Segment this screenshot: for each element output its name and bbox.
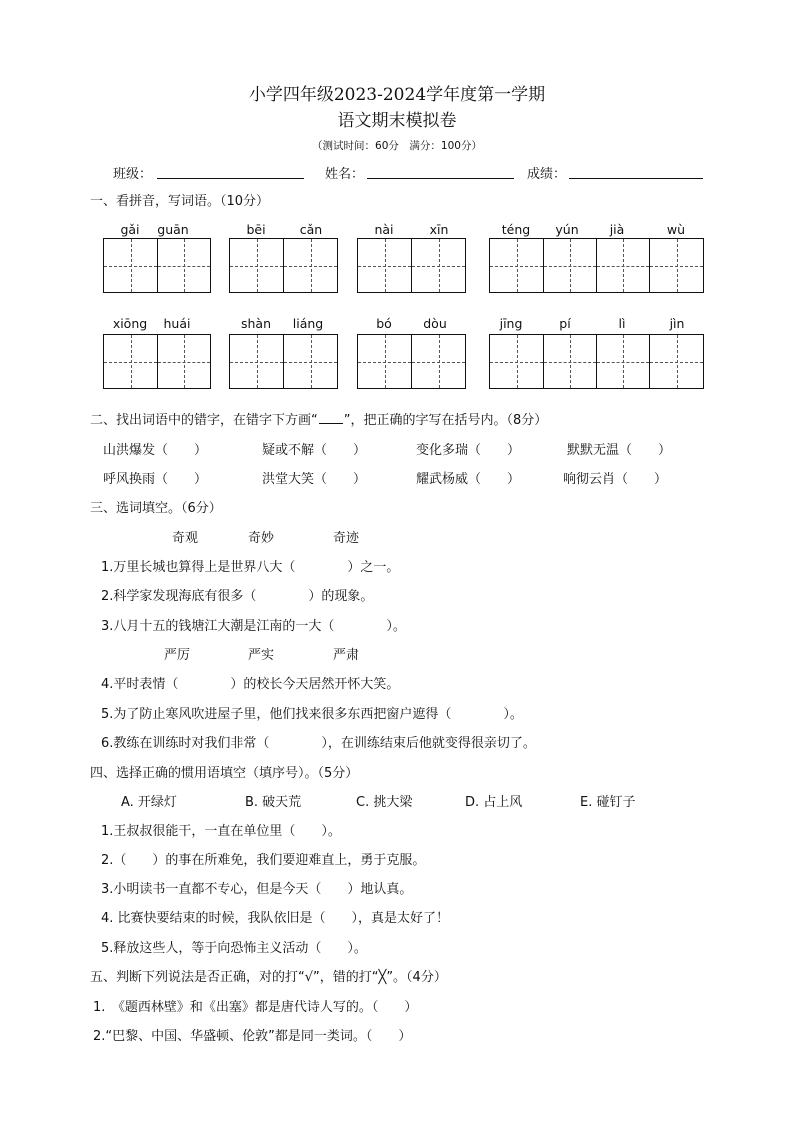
question: 2.“巴黎、中国、华盛顿、伦敦”都是同一类词。（ ） (93, 1029, 412, 1044)
word-option: 严实 (248, 648, 275, 663)
error-item: 疑或不解（ ） (262, 443, 367, 458)
error-item: 耀武杨威（ ） (416, 472, 521, 487)
question: 3.小明读书一直都不专心，但是今天（ ）地认真。 (101, 882, 413, 897)
writing-grid[interactable] (357, 238, 466, 293)
error-item: 洪堂大笑（ ） (262, 472, 367, 487)
pinyin: jìn (669, 316, 685, 331)
pinyin: yún (555, 222, 579, 237)
word-option: 严厉 (164, 648, 191, 663)
pinyin: guān (157, 222, 189, 237)
question: 5.释放这些人，等于向恐怖主义活动（ ）。 (101, 941, 367, 956)
error-item: 呼风换雨（ ） (103, 472, 208, 487)
page-title: 小学四年级2023-2024学年度第一学期 (248, 85, 546, 105)
name-label: 姓名： (325, 167, 365, 182)
underline-mark (319, 413, 343, 424)
question: 4.平时表情（ ）的校长今天居然开怀大笑。 (101, 677, 400, 692)
question: 5.为了防止寒风吹进屋子里，他们找来很多东西把窗户遮得（ ）。 (101, 707, 523, 722)
word-option: 严肃 (333, 648, 360, 663)
question: 1.万里长城也算得上是世界八大（ ）之一。 (101, 560, 400, 575)
error-item: 山洪爆发（ ） (103, 443, 208, 458)
class-label: 班级： (113, 167, 153, 182)
writing-grid[interactable] (229, 334, 338, 389)
idiom-option: C. 挑大梁 (356, 795, 413, 810)
pinyin: jià (609, 222, 625, 237)
writing-grid[interactable] (229, 238, 338, 293)
error-item: 默默无温（ ） (567, 443, 672, 458)
idiom-option: D. 占上风 (465, 795, 523, 810)
word-option: 奇迹 (333, 531, 360, 546)
question: 2.科学家发现海底有很多（ ）的现象。 (101, 589, 374, 604)
pinyin: xiōng (112, 316, 148, 331)
score-label: 成绩： (527, 167, 567, 182)
word-option: 奇观 (172, 531, 199, 546)
pinyin: cǎn (299, 222, 323, 237)
pinyin: lì (618, 316, 626, 331)
question: 6.教练在训练时对我们非常（ ），在训练结束后他就变得很亲切了。 (101, 736, 536, 751)
writing-grid[interactable] (103, 238, 211, 293)
section4-heading: 四、选择正确的惯用语填空（填序号）。（5分） (90, 766, 359, 781)
pinyin: pí (559, 316, 571, 331)
page-subtitle: 语文期末模拟卷 (337, 111, 457, 131)
pinyin: dòu (423, 316, 447, 331)
pinyin: bó (376, 316, 392, 331)
pinyin: shàn (240, 316, 272, 331)
idiom-option: B. 破天荒 (245, 795, 302, 810)
pinyin: jīng (499, 316, 523, 331)
pinyin: nài (374, 222, 394, 237)
name-field[interactable] (367, 178, 514, 179)
pinyin: wù (666, 222, 686, 237)
writing-grid[interactable] (357, 334, 466, 389)
pinyin: bēi (246, 222, 266, 237)
class-field[interactable] (157, 178, 304, 179)
question: 3.八月十五的钱塘江大潮是江南的一大（ ）。 (101, 619, 406, 634)
exam-info: （测试时间：60分 满分：100分） (312, 140, 482, 152)
section5-heading: 五、判断下列说法是否正确，对的打“√”，错的打“╳”。（4分） (90, 970, 447, 985)
question: 2.（ ）的事在所难免，我们要迎难直上，勇于克服。 (101, 853, 426, 868)
error-item: 响彻云肖（ ） (563, 472, 668, 487)
section3-heading: 三、选词填空。（6分） (90, 501, 222, 516)
error-item: 变化多瑞（ ） (416, 443, 521, 458)
question: 1. 《题西林壁》和《出塞》都是唐代诗人写的。（ ） (93, 1000, 418, 1015)
pinyin: huái (163, 316, 191, 331)
pinyin: téng (501, 222, 531, 237)
question: 1.王叔叔很能干，一直在单位里（ ）。 (101, 824, 341, 839)
pinyin: gǎi (120, 222, 140, 237)
writing-grid[interactable] (103, 334, 211, 389)
score-field[interactable] (569, 178, 703, 179)
section1-heading: 一、看拼音，写词语。（10分） (90, 194, 270, 209)
pinyin: liáng (292, 316, 324, 331)
writing-grid[interactable] (489, 334, 704, 389)
word-option: 奇妙 (248, 531, 275, 546)
pinyin: xīn (429, 222, 449, 237)
idiom-option: E. 碰钉子 (580, 795, 636, 810)
writing-grid[interactable] (489, 238, 704, 293)
section2-heading: 二、找出词语中的错字，在错字下方画“ ”，把正确的字写在括号内。（8分） (90, 413, 548, 428)
question: 4. 比赛快要结束的时候，我队依旧是（ ），真是太好了！ (101, 911, 450, 926)
idiom-option: A. 开绿灯 (121, 795, 177, 810)
